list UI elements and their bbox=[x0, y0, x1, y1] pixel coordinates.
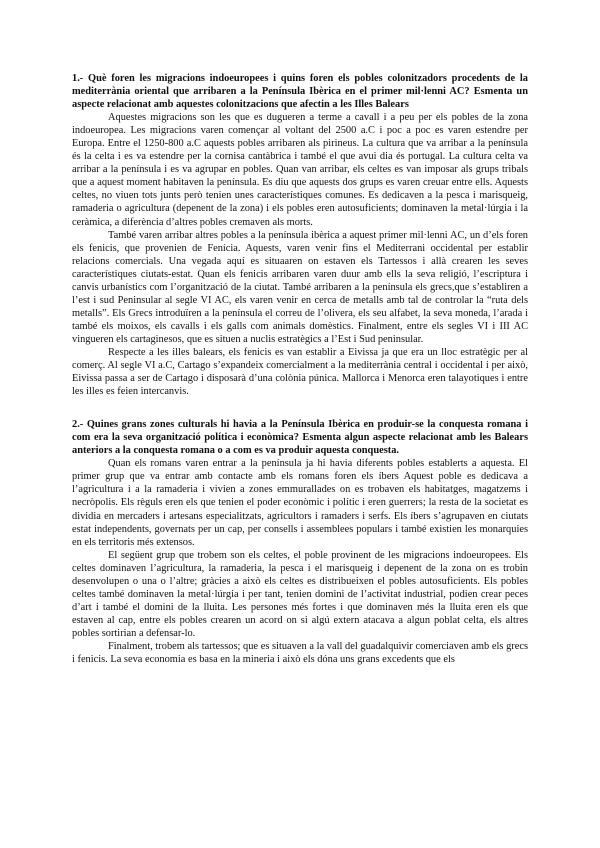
question-1-paragraph-2: També varen arribar altres pobles a la península ibèrica a aquest primer mil·lenni AC, un d’els foren els fenicis, que provenien de Fenícia. Aquests, varen venir fins el Mediterrani occidental per establir relacions comercials. Una vegada aquí es situaaren on estaven els Tartessos i allà crearen les seves característiques ciutats-estat. Quan els fenicis arribaren varen duur amb ells la seva religió, l’escriptura i canvis urbanístics com l’organització de la ciutat. També arribaren a la península els grecs,que s’establiren a l’est i sud Peninsular al segle VI AC, els varen venir en cerca de metalls amb tal de controlar la “ruta dels metalls”. Els Grecs introduïren a la península el correu de l’olivera, els seu alfabet, la seva moneda, l’arada i també els moixos, els cavalls i els galls com animals domèstics. Finalment, entre els segles VI i III AC vingueren els cartaginesos, que es situen a nuclis estratègics a l’Est i Sud peninsular. bbox=[72, 229, 528, 345]
question-2-heading: 2.- Quines grans zones culturals hi havia a la Península Ibèrica en produir-se la conquesta romana i com era la seva organització política i econòmica? Esmenta algun aspecte relacionat amb les Balears anteriors a la conquesta romana o a com es va produir aquesta conquesta. bbox=[72, 419, 528, 457]
question-2-paragraph-3: Finalment, trobem als tartessos; que es situaven a la vall del guadalquivir comerciaven amb els grecs i fenicis. La seva economia es basa en la mineria i això els dóna uns grans excedents que els bbox=[72, 640, 528, 666]
question-2-paragraph-2: El següent grup que trobem son els celtes, el poble provinent de les migracions indoeuropees. Els celtes dominaven l’agricultura, la ramaderia, la pesca i el marisqueig i depenent de la zona on es trobin desenvolupen o una o l’altre; gràcies a això els celtes es distribueixen el pobles autosuficients. Els pobles celtes també dominaven la metal·lúrgia i per tant, tenien domini de l’activitat industrial, podien crear peces d’art i també el domini de la lluita. Les persones més fortes i que dominaven més la lluita eren els que estaven al cap, entre els pobles crearen un acord on si algú extern atacava a algun poblat celta, els altres pobles sortirian a defensar-lo. bbox=[72, 549, 528, 639]
question-1-paragraph-3: Respecte a les illes balears, els fenicis es van establir a Eivissa ja que era un lloc estratègic per al comerç. Al segle VI a.C, Cartago s’expandeix comercialment a la mediterrània central i occidental i per això, Eivissa passa a ser de Cartago i disposarà d’una colònia púnica. Mallorca i Menorca eren talayotiques i entre les illes es feien intercanvis. bbox=[72, 346, 528, 398]
section-spacer bbox=[72, 398, 528, 418]
question-2-paragraph-1: Quan els romans varen entrar a la península ja hi havia diferents pobles establerts a aquesta. El primer grup que va entrar amb contacte amb els romans foren els íbers Aquest poble es dedicava a l’agricultura i a la ramaderia i vivien a zones emmurallades on es trobaven els habitatges, magatzems i necròpolis. Els règuls eren els que tenien el poder econòmic i polític i eren guerrers; la resta de la societat es dividia en mercaders i artesans especialitzats, agricultors i ramaders i serfs. Els íbers s’agrupaven en ciutats estat independents, governats per un cap, per consells i assemblees populars i també existien les monarquies en els territoris més extensos. bbox=[72, 458, 528, 548]
question-1-paragraph-1: Aquestes migracions son les que es dugueren a terme a cavall i a peu per els pobles de la zona indoeuropea. Les migracions varen començar al voltant del 2500 a.C i poc a poc es varen estendre per Europa. Entre el 1250-800 a.C aquests pobles arribaren als pirineus. La cultura que va arribar a la península és la celta i es va estendre per la cornisa cantàbrica i també el que avui dia és portugal. La cultura celta va arribar a la península i es va agrupar en pobles. Quan van arribar, els celtes es van imposar als grups tribals que a aquest moment habitaven la península. Es diu que aquests dos grups es varen creuar entre ells. Aquests celtes, no viuen tots junts però tenien unes característiques comunes. Es dedicaven a la pesca i marisqueig, ramaderia o agricultura (depenent de la zona) i els pobles eren autosuficients; dominaven la metal·lúrgia i la ceràmica, a diferència d’altres pobles cremaven als morts. bbox=[72, 112, 528, 228]
question-1-heading: 1.- Què foren les migracions indoeuropees i quins foren els pobles colonitzadors procedents de la mediterrània oriental que arribaren a la Península Ibèrica en el primer mil·lenni AC? Esmenta un aspecte relacionat amb aquestes colonitzacions que afectin a les Illes Balears bbox=[72, 73, 528, 111]
